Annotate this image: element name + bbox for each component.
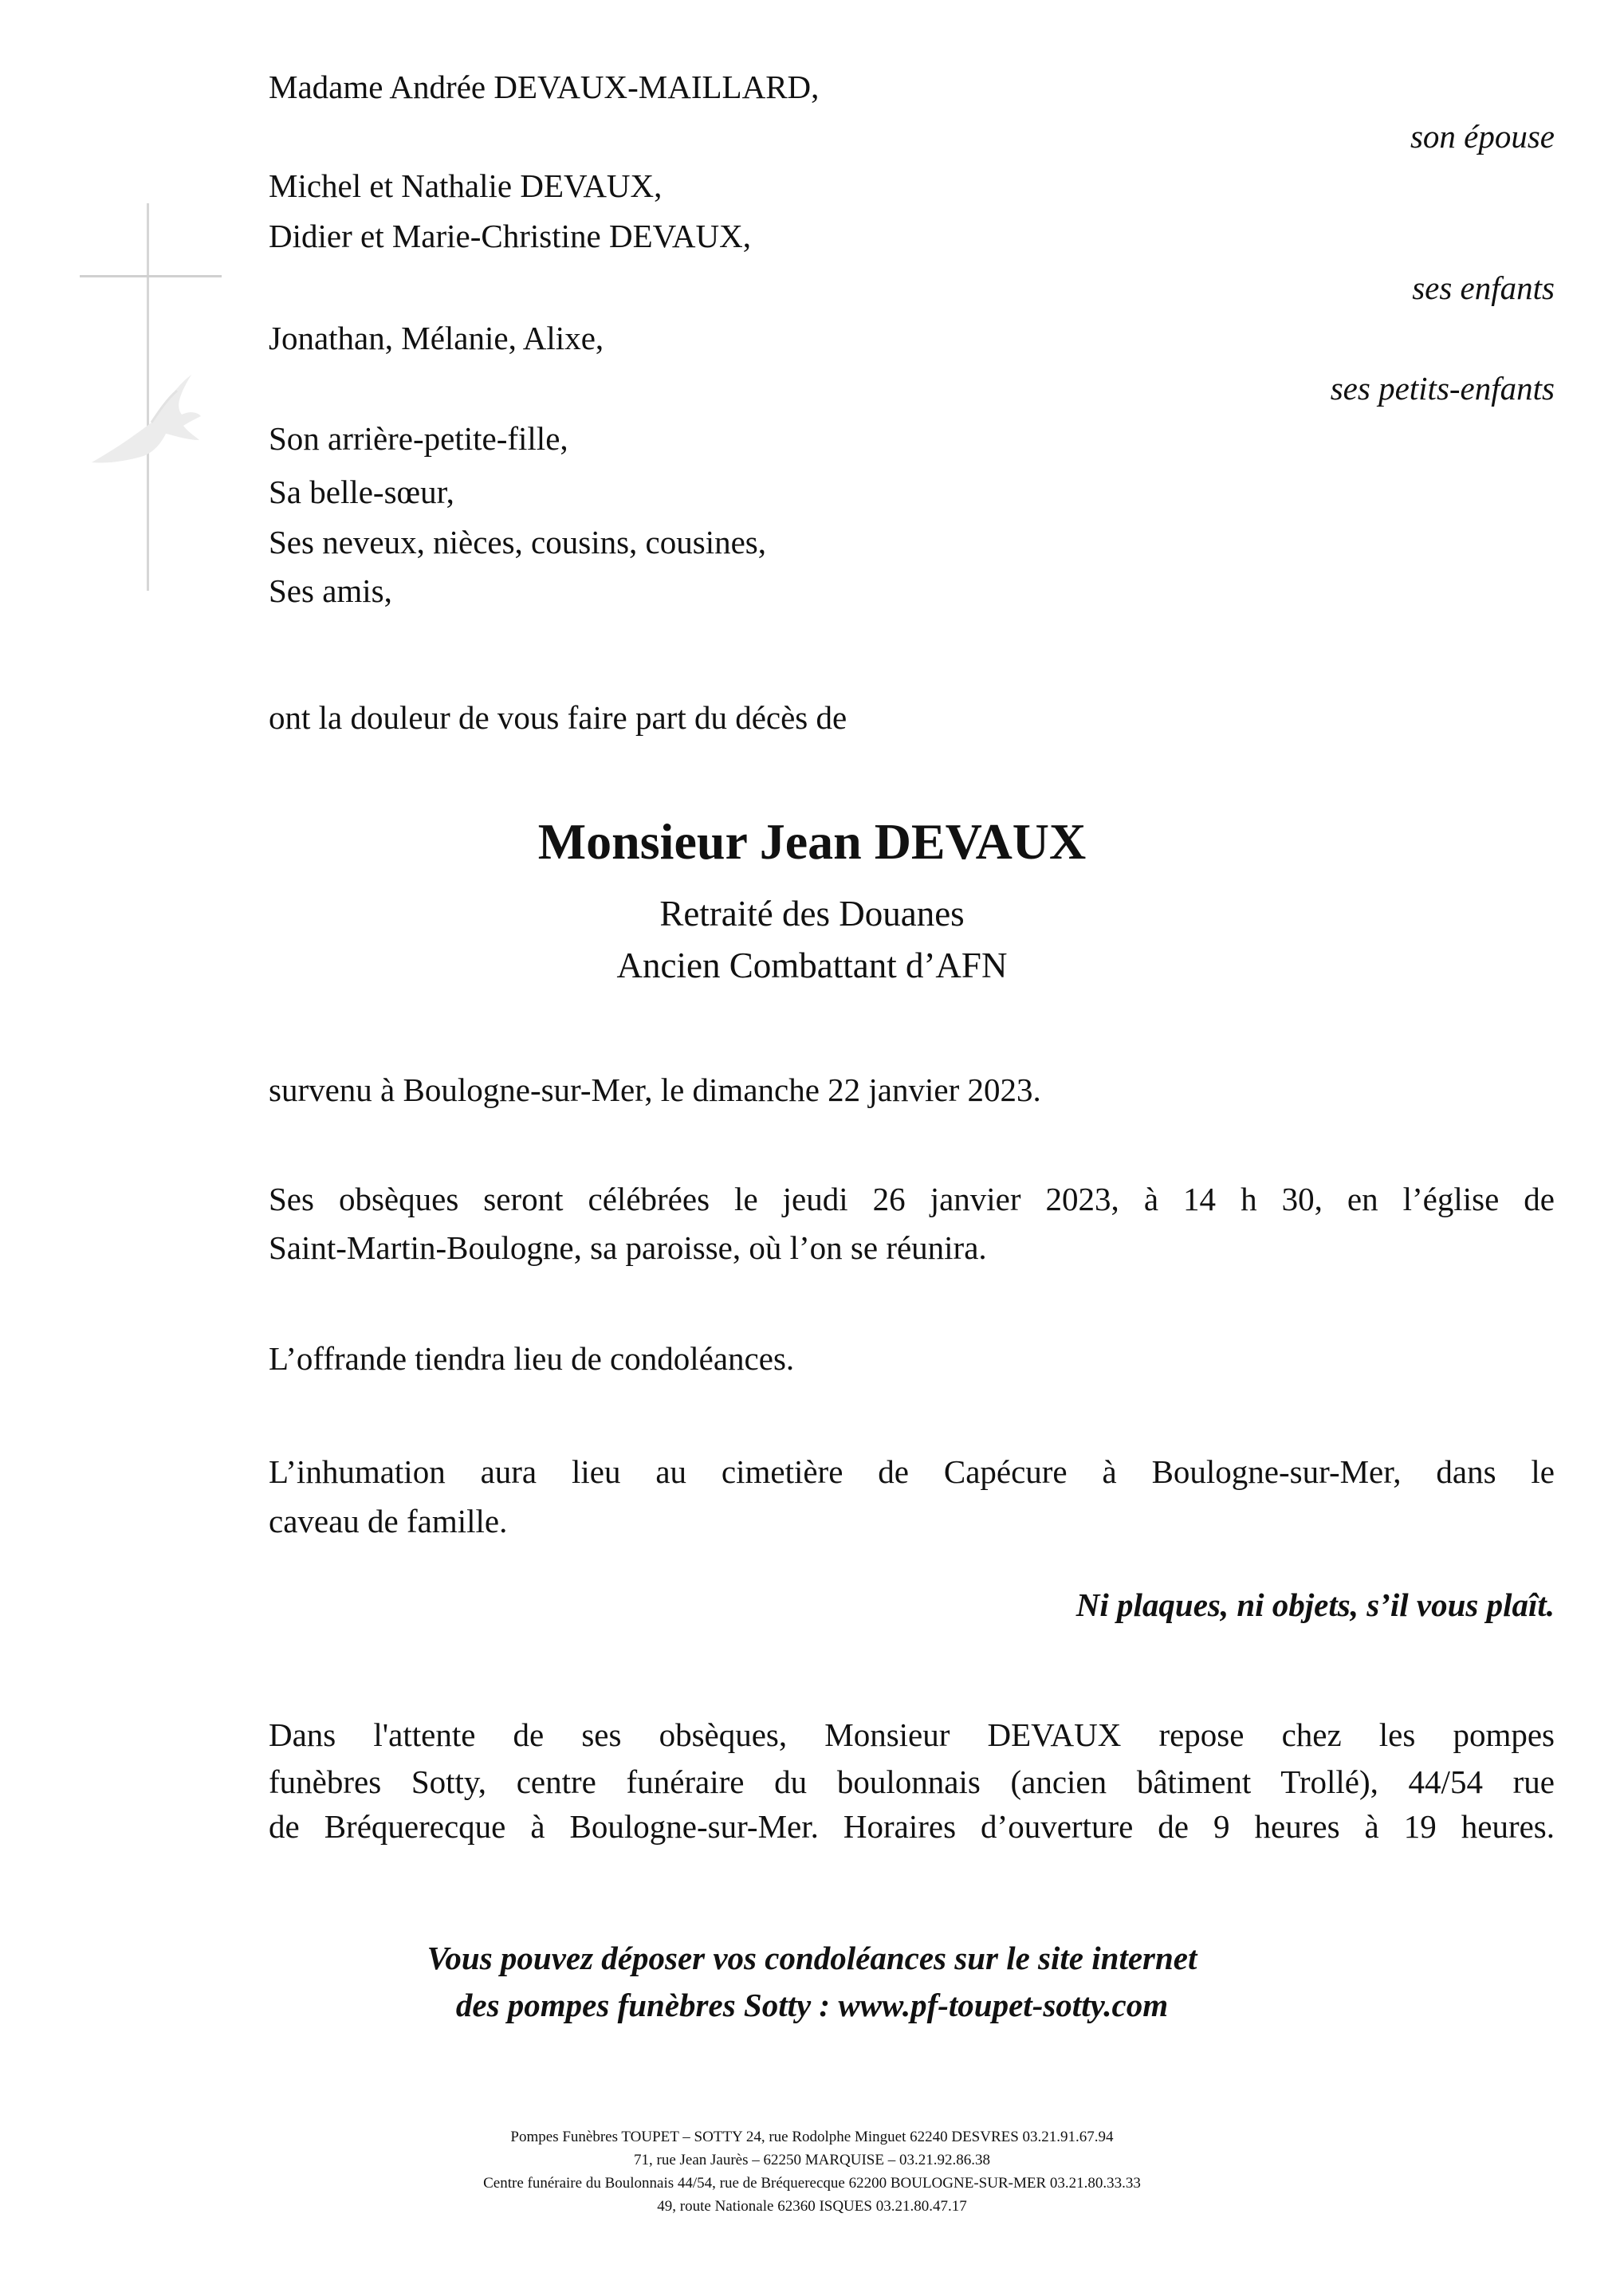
spouse-relation: son épouse [1410,118,1555,155]
viewing-line: funèbres Sotty, centre funéraire du boulonnais (ancien bâtiment Trollé), 44/54 rue [269,1763,1555,1800]
no-flowers-notice: Ni plaques, ni objets, s’il vous plaît. [1075,1586,1555,1623]
condolences-cta-line: Vous pouvez déposer vos condoléances sur le site internet [427,1940,1197,1976]
child-name: Didier et Marie-Christine DEVAUX, [269,218,752,254]
viewing-line: Dans l'attente de ses obsèques, Monsieur DEVAUX repose chez les pompes [269,1716,1555,1753]
relative-line: Ses neveux, nièces, cousins, cousines, [269,524,766,560]
funeral-line: Ses obsèques seront célébrées le jeudi 26 janvier 2023, à 14 h 30, en l’église de [269,1181,1555,1217]
dove-icon [88,367,207,478]
burial-line: L’inhumation aura lieu au cimetière de Capécure à Boulogne-sur-Mer, dans le [269,1453,1555,1490]
funeral-line: Saint-Martin-Boulogne, sa paroisse, où l’on se réunira. [269,1229,987,1266]
grandchildren-relation: ses petits-enfants [1330,370,1555,407]
announcement-intro: ont la douleur de vous faire part du décès de [269,699,847,736]
burial-line: caveau de famille. [269,1503,508,1539]
grandchildren-names: Jonathan, Mélanie, Alixe, [269,320,604,356]
relative-line: Ses amis, [269,572,392,609]
cross-icon-horizontal [80,275,222,277]
relative-line: Son arrière-petite-fille, [269,420,568,457]
child-name: Michel et Nathalie DEVAUX, [269,167,663,204]
condolences-cta-line[interactable]: des pompes funèbres Sotty : www.pf-toupet-sotty.com [455,1987,1169,2023]
footer-address: 49, route Nationale 62360 ISQUES 03.21.80.47.17 [657,2198,967,2215]
death-notice: survenu à Boulogne-sur-Mer, le dimanche 22 janvier 2023. [269,1071,1041,1108]
viewing-line: de Bréquerecque à Boulogne-sur-Mer. Horaires d’ouverture de 9 heures à 19 heures. [269,1808,1555,1845]
deceased-name: Monsieur Jean DEVAUX [537,813,1087,870]
spouse-name: Madame Andrée DEVAUX-MAILLARD, [269,69,820,105]
offering-notice: L’offrande tiendra lieu de condoléances. [269,1340,795,1377]
relative-line: Sa belle-sœur, [269,474,454,510]
footer-address: Centre funéraire du Boulonnais 44/54, rue de Bréquerecque 62200 BOULOGNE-SUR-MER 03.21.80.33.33 [483,2175,1141,2192]
deceased-title: Ancien Combattant d’AFN [616,946,1008,985]
footer-address: 71, rue Jean Jaurès – 62250 MARQUISE – 03.21.92.86.38 [634,2152,990,2168]
deceased-title: Retraité des Douanes [659,894,965,934]
children-relation: ses enfants [1412,269,1555,306]
footer-address: Pompes Funèbres TOUPET – SOTTY 24, rue Rodolphe Minguet 62240 DESVRES 03.21.91.67.94 [510,2129,1114,2145]
